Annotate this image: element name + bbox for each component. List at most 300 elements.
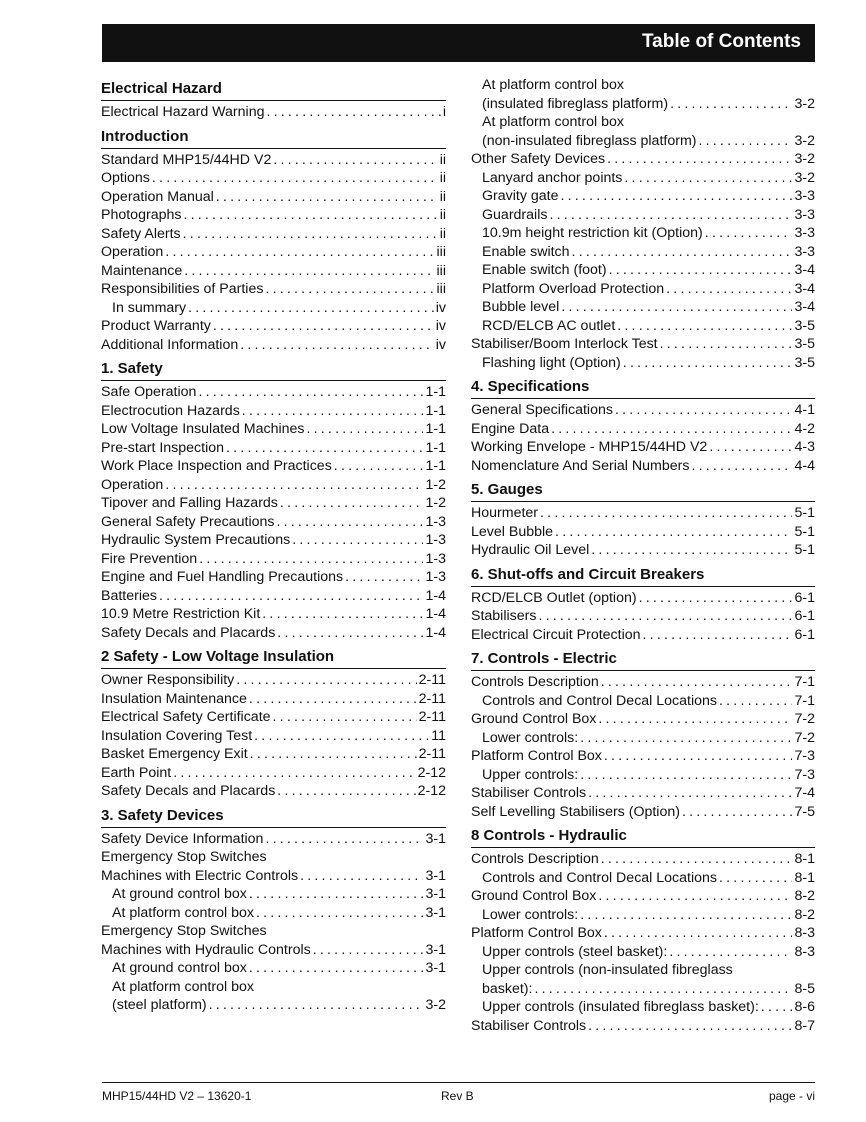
toc-entry-page: 2-12: [417, 783, 446, 799]
toc-entry[interactable]: [101, 764, 446, 783]
toc-entry[interactable]: [101, 103, 446, 122]
toc-entry-page: 6-1: [794, 608, 815, 624]
dot-leader: [183, 206, 437, 225]
toc-entry[interactable]: [101, 383, 446, 402]
toc-entry-title: Flashing light (Option): [482, 354, 621, 371]
dot-leader: [604, 747, 793, 766]
toc-entry-page: 1-4: [425, 624, 446, 641]
toc-entry-title: Upper controls (insulated fibreglass basket):: [482, 999, 759, 1015]
dot-leader: [572, 243, 793, 262]
dot-leader: [588, 1017, 792, 1036]
toc-entry-title: Electrical Safety Certificate: [101, 709, 271, 725]
dot-leader: [670, 95, 792, 114]
toc-entry[interactable]: [471, 261, 815, 280]
toc-entry-title: Emergency Stop Switches: [101, 849, 267, 865]
toc-entry-title: Safety Decals and Placards: [101, 624, 276, 641]
dot-leader: [280, 494, 424, 513]
toc-entry[interactable]: [471, 335, 815, 354]
toc-entry-title: Owner Responsibility: [101, 672, 235, 688]
toc-entry-title: basket):: [482, 980, 533, 997]
toc-entry-page: 3-3: [794, 188, 815, 204]
dot-leader: [643, 626, 793, 645]
toc-entry-title: At platform control box: [482, 77, 624, 93]
toc-entry[interactable]: [471, 420, 815, 439]
dot-leader: [580, 729, 792, 748]
dot-leader: [561, 187, 793, 206]
toc-entry[interactable]: [471, 766, 815, 785]
toc-entry[interactable]: [471, 1017, 815, 1036]
toc-entry[interactable]: [101, 690, 446, 709]
toc-entry-title: RCD/ELCB AC outlet: [482, 317, 616, 334]
dot-leader: [273, 151, 437, 170]
toc-entry-page: 7-5: [794, 803, 815, 820]
toc-entry[interactable]: [471, 504, 815, 523]
toc-entry[interactable]: [101, 188, 446, 207]
section-heading: 4. Specifications: [471, 376, 815, 399]
toc-entry[interactable]: [471, 692, 815, 711]
dot-leader: [699, 132, 793, 151]
toc-entry-page: 6-1: [794, 589, 815, 606]
toc-entry[interactable]: [471, 850, 815, 869]
toc-entry[interactable]: [471, 943, 815, 962]
dot-leader: [236, 671, 416, 690]
toc-entry[interactable]: [101, 439, 446, 458]
toc-entry-title: Stabilisers: [471, 608, 537, 624]
toc-entry-page: 3-1: [425, 960, 446, 976]
toc-entry[interactable]: [101, 243, 446, 262]
dot-leader: [580, 906, 792, 925]
dot-leader: [617, 317, 792, 336]
toc-entry[interactable]: [471, 729, 815, 748]
toc-entry[interactable]: [101, 922, 446, 941]
toc-entry[interactable]: [101, 262, 446, 281]
toc-entry-title: Ground Control Box: [471, 711, 597, 727]
toc-entry-page: 8-1: [794, 851, 815, 867]
dot-leader: [256, 904, 424, 923]
toc-section: [471, 479, 815, 560]
toc-entry[interactable]: [101, 587, 446, 606]
toc-column-left: [101, 76, 446, 1019]
toc-entry-title: Work Place Inspection and Practices: [101, 458, 332, 474]
toc-entry[interactable]: [471, 906, 815, 925]
dot-leader: [183, 225, 438, 244]
toc-entry-page: 6-1: [794, 626, 815, 643]
dot-leader: [262, 605, 423, 624]
toc-entry[interactable]: [471, 280, 815, 299]
toc-entry-title: Platform Control Box: [471, 748, 602, 764]
dot-leader: [165, 243, 434, 262]
dot-leader: [551, 420, 792, 439]
dot-leader: [609, 261, 793, 280]
toc-entry[interactable]: [101, 867, 446, 886]
toc-entry-title: Lower controls:: [482, 906, 579, 923]
dot-leader: [216, 188, 438, 207]
toc-entry-title: Hydraulic Oil Level: [471, 542, 590, 558]
toc-entry-page: ii: [439, 207, 446, 223]
toc-entry-page: i: [442, 104, 446, 120]
toc-entry[interactable]: [471, 298, 815, 317]
toc-entry[interactable]: [101, 206, 446, 225]
dot-leader: [242, 402, 424, 421]
toc-entry[interactable]: [471, 401, 815, 420]
toc-entry[interactable]: [471, 747, 815, 766]
toc-entry[interactable]: [101, 745, 446, 764]
toc-entry-title: Enable switch: [482, 243, 570, 260]
toc-entry-title: Pre-start Inspection: [101, 439, 225, 456]
section-heading: 7. Controls - Electric: [471, 648, 815, 671]
section-heading: Electrical Hazard: [101, 78, 446, 101]
toc-entry-page: 3-3: [794, 206, 815, 223]
toc-entry-title: Lower controls:: [482, 729, 579, 746]
toc-column-right: [471, 76, 815, 1039]
toc-section: [101, 805, 446, 1015]
toc-entry[interactable]: [101, 280, 446, 299]
toc-entry-title: Controls Description: [471, 851, 599, 867]
toc-entry[interactable]: [471, 187, 815, 206]
toc-entry-title: 10.9m height restriction kit (Option): [482, 225, 703, 241]
toc-entry-title: Upper controls (non-insulated fibreglass: [482, 962, 733, 978]
toc-entry-page: 1-3: [425, 532, 446, 548]
toc-entry-page: 3-2: [794, 132, 815, 149]
toc-entry[interactable]: [471, 541, 815, 560]
toc-entry[interactable]: [471, 869, 815, 888]
toc-entry-title: Level Bubble: [471, 523, 554, 540]
toc-entry-page: 3-4: [794, 280, 815, 297]
dot-leader: [538, 607, 792, 626]
toc-entry[interactable]: [101, 830, 446, 849]
toc-entry-page: 8-7: [794, 1017, 815, 1034]
toc-entry-page: 1-2: [425, 476, 446, 493]
toc-entry-page: 8-5: [794, 980, 815, 997]
toc-entry[interactable]: [471, 673, 815, 692]
section-heading: 1. Safety: [101, 358, 446, 381]
toc-entry[interactable]: [471, 887, 815, 906]
dot-leader: [334, 457, 424, 476]
toc-entry-title: Safety Device Information: [101, 830, 264, 847]
toc-entry-title: Low Voltage Insulated Machines: [101, 421, 305, 437]
toc-entry[interactable]: [471, 113, 815, 132]
toc-entry[interactable]: [101, 169, 446, 188]
toc-entry-title: (insulated fibreglass platform): [482, 95, 669, 112]
toc-entry[interactable]: [101, 782, 446, 801]
toc-entry-title: Emergency Stop Switches: [101, 923, 267, 939]
toc-entry[interactable]: [101, 941, 446, 960]
dot-leader: [209, 996, 424, 1015]
toc-entry[interactable]: [471, 317, 815, 336]
dot-leader: [266, 103, 440, 122]
toc-entry-page: 3-1: [425, 830, 446, 847]
toc-entry[interactable]: [101, 317, 446, 336]
toc-entry[interactable]: [101, 624, 446, 643]
toc-entry[interactable]: [101, 494, 446, 513]
toc-entry[interactable]: [101, 531, 446, 550]
toc-entry-title: Platform Overload Protection: [482, 280, 665, 297]
toc-entry-page: 7-4: [794, 785, 815, 801]
toc-section: [471, 564, 815, 645]
dot-leader: [719, 869, 792, 888]
toc-entry-page: 2-12: [417, 764, 446, 781]
toc-entry-title: Safety Alerts: [101, 225, 181, 242]
toc-entry-title: Enable switch (foot): [482, 262, 607, 278]
toc-entry-page: 1-4: [425, 606, 446, 622]
toc-entry-page: 1-2: [425, 495, 446, 511]
toc-entry[interactable]: [101, 848, 446, 867]
toc-entry-page: 8-1: [794, 869, 815, 886]
toc-entry-title: Gravity gate: [482, 188, 559, 204]
toc-entry[interactable]: [101, 336, 446, 355]
dot-leader: [265, 280, 434, 299]
toc-entry[interactable]: [101, 457, 446, 476]
toc-entry[interactable]: [471, 784, 815, 803]
toc-entry-title: Controls and Control Decal Locations: [482, 692, 718, 709]
toc-entry-title: Options: [101, 170, 150, 186]
toc-entry-title: At ground control box: [112, 886, 247, 902]
toc-entry-page: 3-1: [425, 941, 446, 958]
toc-entry-page: iv: [435, 299, 446, 316]
footer-page-number: page - vi: [768, 1089, 815, 1103]
toc-entry-title: Platform Control Box: [471, 925, 602, 941]
dot-leader: [277, 782, 415, 801]
toc-entry-title: Tipover and Falling Hazards: [101, 495, 278, 511]
toc-entry-page: 4-4: [794, 457, 815, 474]
dot-leader: [534, 980, 792, 999]
toc-entry-page: 11: [431, 727, 446, 744]
toc-entry-title: Engine Data: [471, 420, 550, 437]
dot-leader: [561, 298, 792, 317]
toc-entry[interactable]: [101, 708, 446, 727]
dot-leader: [254, 727, 429, 746]
toc-entry-page: 3-2: [425, 997, 446, 1013]
toc-section: [101, 126, 446, 355]
toc-entry-page: 5-1: [794, 505, 815, 521]
toc-entry[interactable]: [101, 299, 446, 318]
toc-entry-page: ii: [439, 225, 446, 242]
toc-entry-title: Standard MHP15/44HD V2: [101, 151, 272, 168]
toc-entry-page: 2-11: [418, 709, 446, 725]
dot-leader: [277, 513, 424, 532]
toc-entry-title: Controls and Control Decal Locations: [482, 869, 718, 886]
toc-entry[interactable]: [471, 961, 815, 980]
toc-entry-page: 3-4: [794, 299, 815, 315]
toc-entry-title: RCD/ELCB Outlet (option): [471, 589, 637, 606]
toc-entry-page: 3-2: [794, 95, 815, 112]
toc-entry-page: iv: [435, 318, 446, 334]
dot-leader: [607, 150, 792, 169]
toc-entry-page: 3-1: [425, 904, 446, 921]
dot-leader: [265, 830, 423, 849]
dot-leader: [199, 550, 423, 569]
toc-entry-page: 1-4: [425, 587, 446, 604]
toc-entry-title: Electrical Circuit Protection: [471, 626, 641, 643]
dot-leader: [705, 224, 793, 243]
toc-entry-page: ii: [439, 170, 446, 186]
dot-leader: [660, 335, 793, 354]
toc-entry-page: 7-1: [794, 692, 815, 709]
toc-entry[interactable]: [471, 589, 815, 608]
dot-leader: [598, 710, 792, 729]
toc-entry-page: 5-1: [794, 523, 815, 540]
toc-entry[interactable]: [101, 151, 446, 170]
toc-entry-title: Insulation Covering Test: [101, 727, 253, 744]
toc-entry[interactable]: [471, 206, 815, 225]
toc-entry[interactable]: [471, 132, 815, 151]
toc-entry-page: 7-3: [794, 766, 815, 783]
toc-entry[interactable]: [101, 513, 446, 532]
toc-entry-page: 7-3: [794, 748, 815, 764]
toc-entry-title: Additional Information: [101, 336, 239, 353]
toc-entry-title: Stabiliser Controls: [471, 1017, 587, 1034]
dot-leader: [666, 280, 792, 299]
toc-entry-title: Ground Control Box: [471, 888, 597, 904]
toc-entry-page: 3-2: [794, 151, 815, 167]
toc-entry[interactable]: [101, 671, 446, 690]
toc-entry-title: Photographs: [101, 207, 182, 223]
toc-entry[interactable]: [471, 457, 815, 476]
toc-entry-page: 2-11: [418, 672, 446, 688]
dot-leader: [292, 531, 423, 550]
toc-entry-page: 3-1: [425, 886, 446, 902]
toc-entry[interactable]: [101, 959, 446, 978]
toc-entry[interactable]: [101, 550, 446, 569]
toc-entry[interactable]: [101, 996, 446, 1015]
dot-leader: [691, 457, 792, 476]
toc-entry[interactable]: [101, 904, 446, 923]
toc-entry[interactable]: [471, 76, 815, 95]
toc-entry[interactable]: [471, 980, 815, 999]
dot-leader: [313, 941, 424, 960]
toc-entry[interactable]: [101, 727, 446, 746]
dot-leader: [580, 766, 792, 785]
section-heading: 6. Shut-offs and Circuit Breakers: [471, 564, 815, 587]
toc-entry-title: Batteries: [101, 587, 157, 604]
toc-section: [471, 76, 815, 372]
dot-leader: [165, 476, 423, 495]
toc-entry[interactable]: [471, 243, 815, 262]
toc-entry-title: Electrical Hazard Warning: [101, 104, 265, 120]
toc-entry[interactable]: [101, 885, 446, 904]
toc-entry-page: 8-2: [794, 906, 815, 923]
dot-leader: [213, 317, 434, 336]
section-heading: 5. Gauges: [471, 479, 815, 502]
toc-entry[interactable]: [101, 225, 446, 244]
dot-leader: [198, 383, 423, 402]
toc-entry-page: 4-1: [794, 402, 815, 418]
dot-leader: [623, 354, 793, 373]
toc-entry-page: 1-3: [425, 513, 446, 530]
toc-entry[interactable]: [471, 354, 815, 373]
section-heading: 2 Safety - Low Voltage Insulation: [101, 646, 446, 669]
toc-entry-title: Responsibilities of Parties: [101, 281, 264, 297]
toc-entry-title: Earth Point: [101, 764, 172, 781]
toc-entry-title: Basket Emergency Exit: [101, 746, 248, 762]
toc-entry-page: iv: [435, 336, 446, 353]
toc-entry-page: 8-6: [794, 999, 815, 1015]
toc-entry-page: ii: [439, 188, 446, 205]
page-title: Table of Contents: [641, 31, 801, 52]
section-heading: 3. Safety Devices: [101, 805, 446, 828]
toc-entry-title: Maintenance: [101, 262, 183, 279]
toc-entry-page: 1-1: [425, 384, 446, 400]
toc-entry-title: In summary: [112, 299, 187, 316]
toc-entry-title: General Safety Precautions: [101, 513, 275, 530]
dot-leader: [240, 336, 434, 355]
toc-entry-page: 3-3: [794, 243, 815, 260]
toc-entry[interactable]: [471, 710, 815, 729]
toc-entry-title: Fire Prevention: [101, 550, 198, 567]
toc-entry[interactable]: [101, 568, 446, 587]
toc-entry[interactable]: [471, 438, 815, 457]
footer-document-id: MHP15/44HD V2 – 13620-1: [102, 1089, 252, 1103]
toc-entry-page: 5-1: [794, 542, 815, 558]
toc-entry[interactable]: [471, 803, 815, 822]
toc-entry-title: Electrocution Hazards: [101, 402, 240, 419]
dot-leader: [307, 420, 424, 439]
toc-entry-page: 7-2: [794, 729, 815, 746]
dot-leader: [555, 523, 792, 542]
dot-leader: [184, 262, 434, 281]
toc-entry[interactable]: [471, 607, 815, 626]
dot-leader: [345, 568, 423, 587]
toc-entry-page: 8-3: [794, 925, 815, 941]
toc-section: [101, 646, 446, 801]
toc-entry[interactable]: [471, 924, 815, 943]
toc-entry[interactable]: [101, 978, 446, 997]
toc-entry-page: 1-3: [425, 550, 446, 567]
toc-entry-title: At platform control box: [112, 904, 254, 921]
section-heading: Introduction: [101, 126, 446, 149]
dot-leader: [152, 169, 438, 188]
toc-entry[interactable]: [471, 169, 815, 188]
toc-entry-page: 4-3: [794, 439, 815, 455]
toc-entry[interactable]: [471, 95, 815, 114]
dot-leader: [188, 299, 434, 318]
dot-leader: [159, 587, 423, 606]
toc-entry[interactable]: [101, 605, 446, 624]
toc-entry[interactable]: [471, 998, 815, 1017]
toc-entry-title: Operation Manual: [101, 188, 214, 205]
section-heading: 8 Controls - Hydraulic: [471, 825, 815, 848]
toc-entry-page: 3-5: [794, 336, 815, 352]
toc-entry[interactable]: [471, 224, 815, 243]
footer-revision: Rev B: [441, 1089, 474, 1103]
toc-entry-title: Hourmeter: [471, 505, 539, 521]
toc-entry-title: Stabiliser Controls: [471, 785, 587, 801]
toc-entry-title: Machines with Hydraulic Controls: [101, 941, 311, 958]
dot-leader: [226, 439, 423, 458]
toc-entry[interactable]: [101, 476, 446, 495]
toc-entry-title: Working Envelope - MHP15/44HD V2: [471, 439, 708, 455]
toc-entry[interactable]: [471, 523, 815, 542]
toc-entry-title: 10.9 Metre Restriction Kit: [101, 606, 261, 622]
toc-entry-page: 3-3: [794, 225, 815, 241]
toc-entry-title: Machines with Electric Controls: [101, 867, 299, 884]
dot-leader: [682, 803, 793, 822]
dot-leader: [719, 692, 792, 711]
toc-entry-page: 3-5: [794, 317, 815, 334]
toc-entry-page: 1-1: [425, 402, 446, 419]
toc-entry-title: (non-insulated fibreglass platform): [482, 132, 697, 149]
toc-entry[interactable]: [101, 402, 446, 421]
toc-entry-title: Product Warranty: [101, 318, 211, 334]
toc-entry-title: Lanyard anchor points: [482, 169, 623, 186]
dot-leader: [588, 784, 792, 803]
toc-entry-title: Safety Decals and Placards: [101, 783, 276, 799]
toc-entry[interactable]: [471, 150, 815, 169]
dot-leader: [615, 401, 793, 420]
toc-entry-page: 1-1: [425, 439, 446, 456]
toc-entry[interactable]: [101, 420, 446, 439]
toc-entry[interactable]: [471, 626, 815, 645]
